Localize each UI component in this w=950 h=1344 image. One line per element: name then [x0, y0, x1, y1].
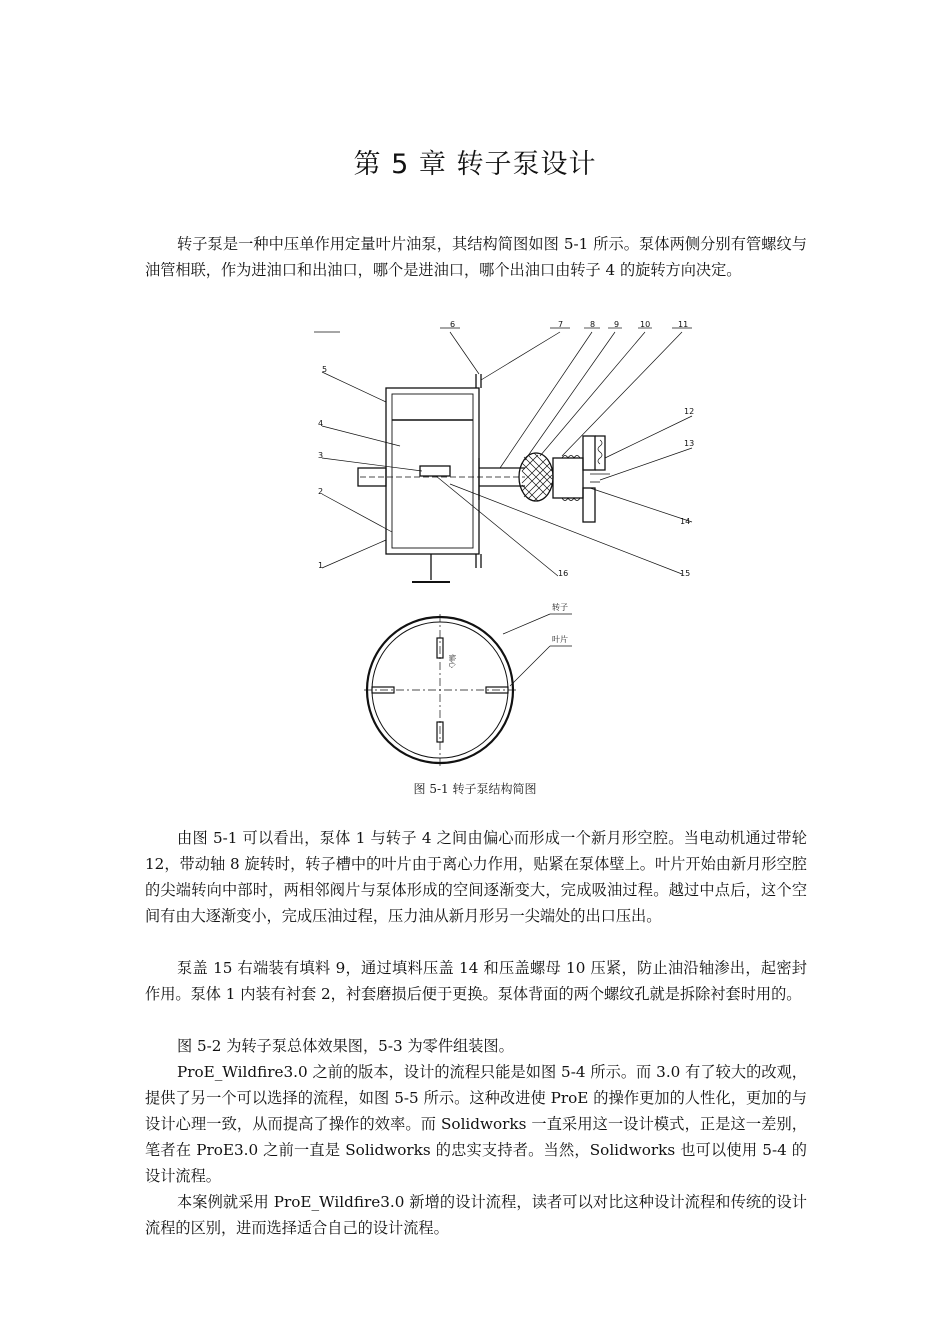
- label-7: 7: [558, 320, 564, 329]
- pump-structure-figure: [300, 318, 720, 781]
- label-12: 12: [684, 407, 695, 416]
- label-9: 9: [614, 320, 620, 329]
- label-16: 16: [558, 569, 569, 578]
- pump-body: [386, 388, 479, 554]
- label-8: 8: [590, 320, 596, 329]
- label-6: 6: [450, 320, 456, 329]
- label-eccentric: 偏心: [448, 654, 456, 668]
- label-3: 3: [318, 451, 324, 460]
- label-14: 14: [680, 517, 691, 526]
- paragraph-principle: 由图 5-1 可以看出，泵体 1 与转子 4 之间由偏心而形成一个新月形空腔。当电动机通过带轮 12，带动轴 8 旋转时，转子槽中的叶片由于离心力作用，贴紧在泵体壁上。叶片开始由新月形空腔的尖端转向中部时，两相邻阀片与泵体形成的空间逐渐变大，完成吸油过程。越过中点后，这个空间有由大逐渐变小，完成压油过程，压力油从新月形另一尖端处的出口压出。: [145, 829, 807, 925]
- label-vane: 叶片: [552, 635, 568, 644]
- label-5: 5: [322, 365, 328, 374]
- figure-caption: 图 5-1 转子泵结构简图: [413, 782, 537, 796]
- paragraph-figures: 图 5-2 为转子泵总体效果图，5-3 为零件组装图。: [177, 1037, 514, 1055]
- paragraph-case: 本案例就采用 ProE_Wildfire3.0 新增的设计流程，读者可以对比这种设计流程和传统的设计流程的区别，进而选择适合自己的设计流程。: [145, 1193, 807, 1237]
- paragraph-workflow: ProE_Wildfire3.0 之前的版本，设计的流程只能是如图 5-4 所示。而 3.0 有了较大的改观，提供了另一个可以选择的流程，如图 5-5 所示。这种改进使 ProE 的操作更加的人性化，更加的与设计心理一致，从而提高了操作的效率。而 Solidworks 一直采用这一设计模式，正是这一差别，笔者在 ProE3.0 之前一直是 Solidworks 的忠实支持者。当然，Solidworks 也可以使用 5-4 的设计流程。: [145, 1063, 807, 1185]
- vane-slot: [420, 466, 450, 476]
- label-11: 11: [678, 320, 689, 329]
- label-10: 10: [640, 320, 651, 329]
- label-2: 2: [318, 487, 324, 496]
- label-15: 15: [680, 569, 691, 578]
- label-13: 13: [684, 439, 695, 448]
- paragraph-intro: 转子泵是一种中压单作用定量叶片油泵，其结构简图如图 5-1 所示。泵体两侧分别有管螺纹与油管相联，作为进油口和出油口，哪个是进油口，哪个出油口由转子 4 的旋转方向决定。: [145, 235, 807, 279]
- label-4: 4: [318, 419, 324, 428]
- label-1: 1: [318, 561, 324, 570]
- label-rotor: 转子: [552, 603, 568, 612]
- paragraph-seal: 泵盖 15 右端装有填料 9，通过填料压盖 14 和压盖螺母 10 压紧，防止油沿轴渗出，起密封作用。泵体 1 内装有衬套 2，衬套磨损后便于更换。泵体背面的两个螺纹孔就是拆除衬套时用的。: [145, 959, 807, 1003]
- page-title: 第 5 章 转子泵设计: [353, 149, 597, 180]
